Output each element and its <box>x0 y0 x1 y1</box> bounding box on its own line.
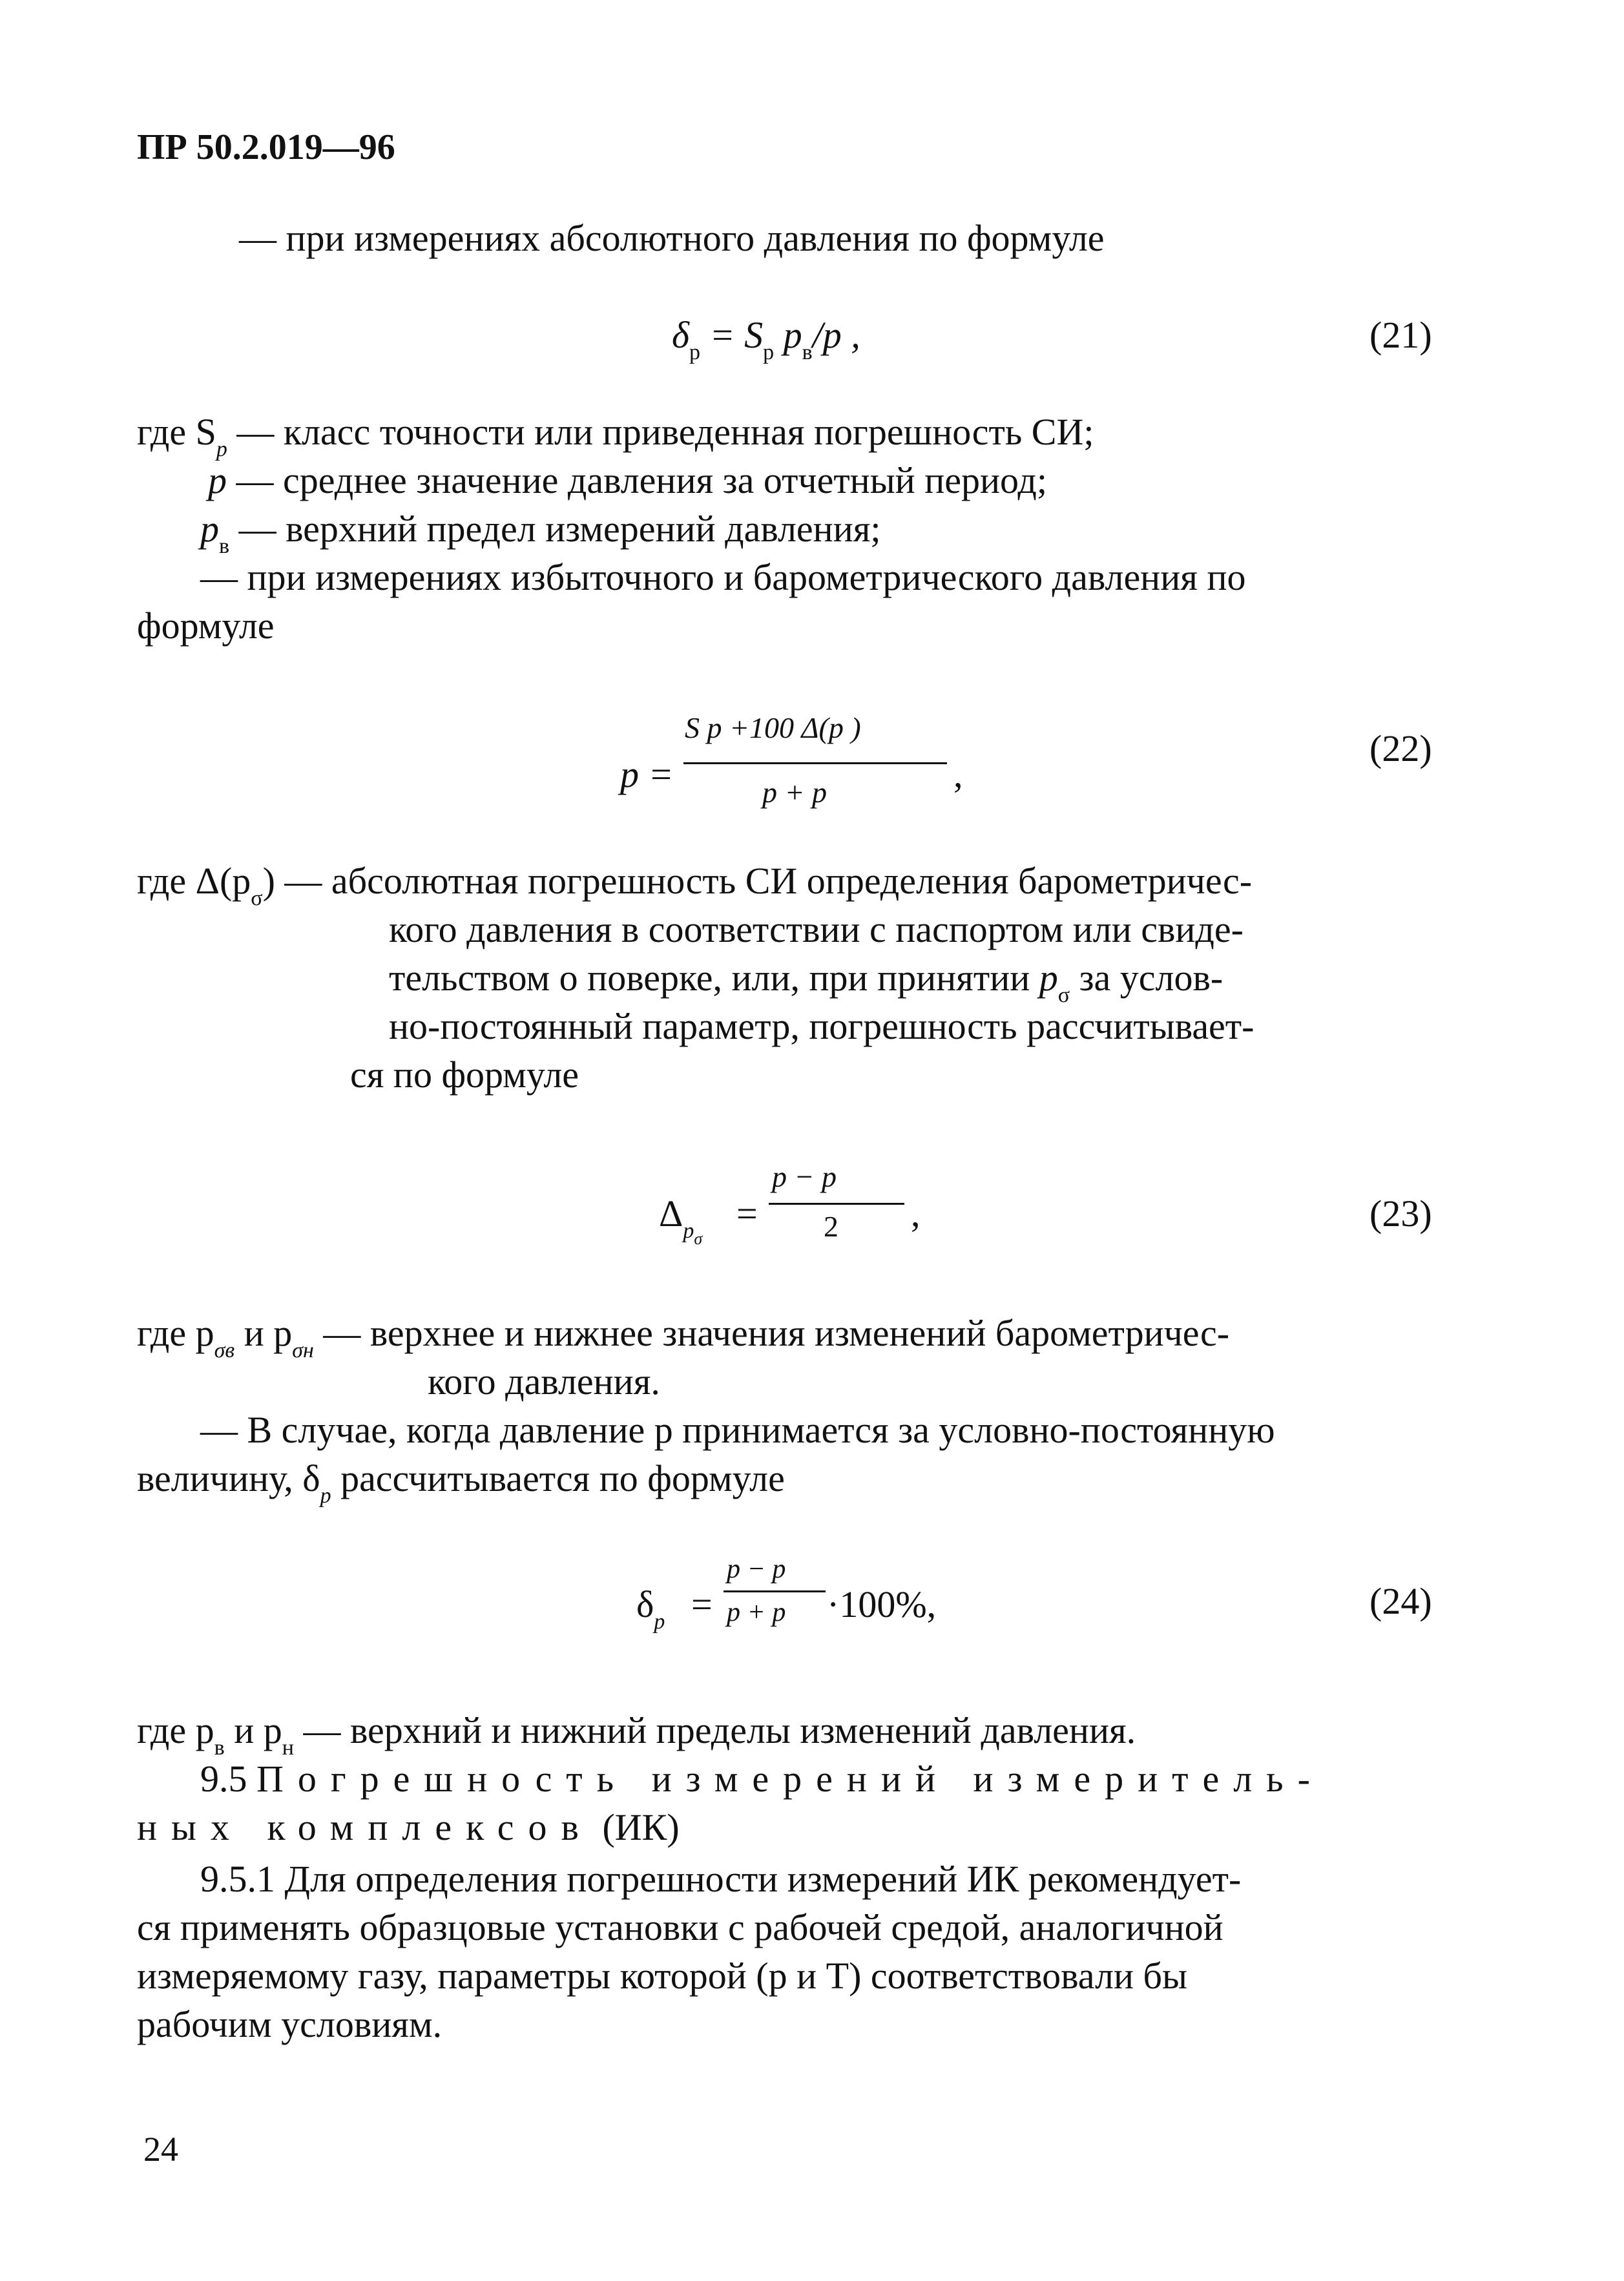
eq22-lhs: p = <box>620 753 674 795</box>
equation-23-number: (23) <box>1369 1193 1432 1234</box>
eq24-denominator: p + p <box>727 1598 786 1627</box>
eq23-lhs-symbol: Δ <box>659 1193 683 1234</box>
eq23-lhs-subsub: σ <box>694 1229 703 1248</box>
equation-22-number: (22) <box>1369 727 1432 769</box>
eq21-lhs-sub: p <box>689 340 700 364</box>
case-text-line2 <box>137 1457 785 1508</box>
where23-l1-sub1: σв <box>214 1338 235 1362</box>
where21-l1-text: — класс точности или приведенная погрешность СИ; <box>236 411 1094 453</box>
eq24-lhs-sub: p <box>654 1610 665 1634</box>
where22-l3-var: p <box>1039 957 1058 999</box>
eq24-tail: ·100%, <box>827 1583 937 1625</box>
where24-line <box>137 1709 1136 1760</box>
case-text-a: величину, <box>137 1457 293 1499</box>
eq23-lhs-sub: p <box>683 1219 694 1243</box>
where22-l3-b: за услов- <box>1079 957 1223 999</box>
equation-24-number: (24) <box>1369 1580 1432 1622</box>
where23-line2: кого давления. <box>428 1360 660 1402</box>
eq23-equals: = <box>736 1193 758 1234</box>
section-9-5-title-tail: (ИК) <box>602 1806 680 1848</box>
eq21-rhs-sub2: в <box>802 340 813 364</box>
eq21-rhs: = S <box>709 314 764 356</box>
eq23-fraction-bar <box>769 1203 904 1205</box>
section-9-5-1-line3: измеряемому газу, параметры которой (p и T) соответствовали бы <box>137 1955 1187 1997</box>
equation-21-number: (21) <box>1369 314 1432 356</box>
intro-absolute-pressure: — при измерениях абсолютного давления по формуле <box>239 217 1105 259</box>
case-text-sub: p <box>320 1484 331 1508</box>
where21-l2-var: p <box>208 459 227 501</box>
where24-mid: и p <box>234 1709 282 1751</box>
case-text-line1: — В случае, когда давление p принимается за условно-постоянную <box>200 1409 1275 1451</box>
section-9-5-number: 9.5 <box>200 1758 247 1800</box>
where23-l1-mid: и p <box>244 1312 293 1354</box>
where22-line3 <box>389 957 1223 1007</box>
document-code: ПР 50.2.019—96 <box>137 127 395 167</box>
where23-l1-text: — верхнее и нижнее значения изменений барометричес- <box>323 1312 1230 1354</box>
eq24-equals: = <box>691 1583 713 1625</box>
section-9-5-1-line1: 9.5.1 Для определения погрешности измерений ИК рекомендует- <box>200 1858 1242 1900</box>
where22-line5: ся по формуле <box>350 1054 579 1096</box>
section-9-5-heading-line2 <box>137 1806 680 1848</box>
case-text-var: δ <box>302 1457 320 1499</box>
where21-l3-text: — верхний предел измерений давления; <box>238 508 881 550</box>
where21-l3-var: p <box>200 508 219 550</box>
where22-line2: кого давления в соответствии с паспортом или свиде- <box>389 908 1244 950</box>
eq21-rhs-sub1: p <box>763 340 775 364</box>
eq21-rhs-p: p <box>783 314 802 356</box>
section-9-5-title-1: Погрешность измерений измеритель- <box>256 1758 1324 1800</box>
intro-excess-line1: — при измерениях избыточного и барометрического давления по <box>200 556 1246 598</box>
where21-line2 <box>208 459 1047 501</box>
intro-excess-line2: формуле <box>137 605 275 647</box>
eq21-rhs-tail: /p , <box>812 314 860 356</box>
case-text-b: рассчитывается по формуле <box>340 1457 785 1499</box>
where21-l1-pre: где S <box>137 411 216 453</box>
where21-l2-text: — среднее значение давления за отчетный период; <box>236 459 1047 501</box>
where21-line3 <box>200 508 881 558</box>
eq23-numerator: p − p <box>772 1160 837 1193</box>
where24-sub1: в <box>214 1736 225 1760</box>
where22-line1 <box>137 860 1253 910</box>
where22-line4: но-постоянный параметр, погрешность рассчитывает- <box>389 1005 1254 1047</box>
eq24-fraction-bar <box>724 1590 826 1592</box>
section-9-5-1-line4: рабочим условиям. <box>137 2003 442 2045</box>
eq21-lhs: δ <box>672 314 689 356</box>
section-9-5-heading-line1 <box>200 1760 1324 1798</box>
where22-l3-sub: σ <box>1057 983 1070 1007</box>
where21-line1 <box>137 411 1094 461</box>
where24-a: где p <box>137 1709 214 1751</box>
eq24-numerator: p − p <box>727 1554 786 1584</box>
where22-l1-text: ) — абсолютная погрешность СИ определения барометричес- <box>262 860 1253 902</box>
eq24-lhs-symbol: δ <box>636 1583 654 1625</box>
where24-b: — верхний и нижний пределы изменений давления. <box>303 1709 1136 1751</box>
eq23-tail: , <box>911 1193 921 1234</box>
section-9-5-title-2: ных комплексов <box>137 1806 593 1848</box>
where23-line1 <box>137 1312 1230 1362</box>
where21-l1-sub: p <box>216 437 227 461</box>
eq23-denominator: 2 <box>824 1210 838 1243</box>
where24-sub2: н <box>282 1736 294 1760</box>
where22-l1-sub: σ <box>251 886 263 910</box>
where23-l1-sub2: σн <box>292 1338 314 1362</box>
eq22-fraction-bar <box>683 762 947 764</box>
eq22-numerator: S p +100 Δ(p ) <box>685 711 861 744</box>
where23-l1-pre: где p <box>137 1312 214 1354</box>
eq22-denominator: p + p <box>762 776 828 809</box>
equation-21 <box>672 314 860 364</box>
eq22-tail: , <box>953 753 963 795</box>
eq24-lhs <box>636 1583 665 1634</box>
where21-l3-sub: в <box>219 534 230 558</box>
section-9-5-1-line2: ся применять образцовые установки с рабочей средой, аналогичной <box>137 1906 1223 1948</box>
where22-l1-pre: где Δ(p <box>137 860 251 902</box>
page-number: 24 <box>143 2130 178 2169</box>
eq23-lhs <box>659 1193 703 1248</box>
where22-l3-a: тельством о поверке, или, при принятии <box>389 957 1030 999</box>
